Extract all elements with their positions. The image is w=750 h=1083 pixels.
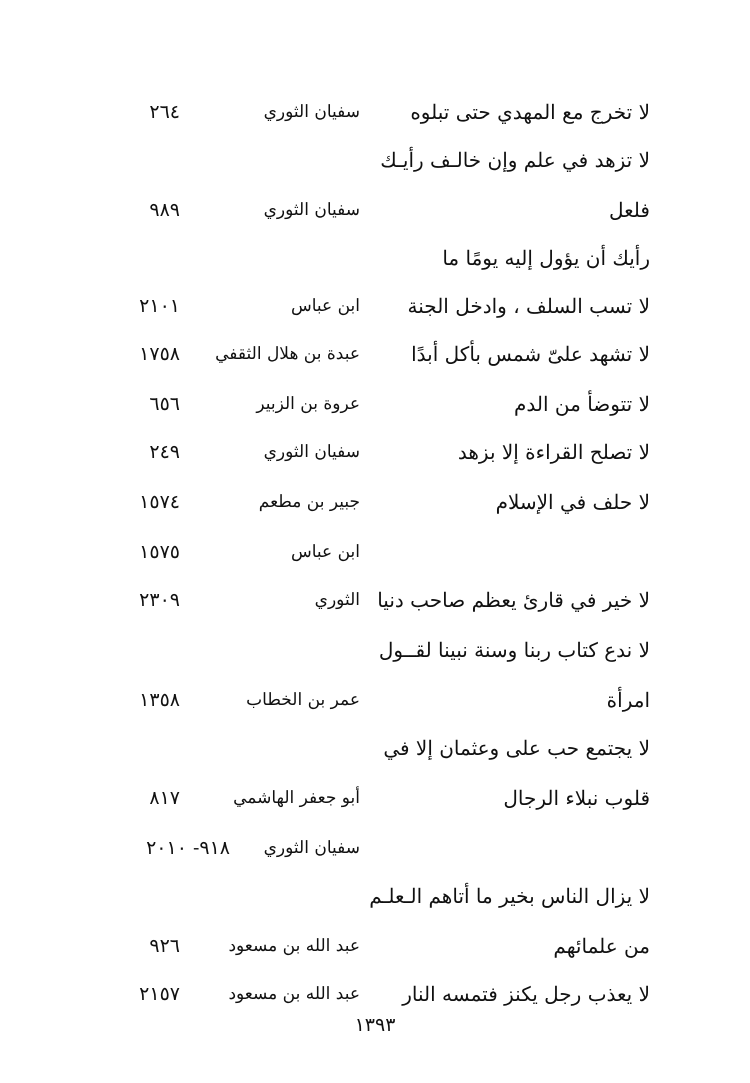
saying-text: لا تزهد في علم وإن خالـف رأيـك bbox=[380, 148, 650, 172]
page-number: ١٣٩٣ bbox=[354, 1014, 396, 1036]
saying-text: امرأة bbox=[606, 688, 650, 712]
index-entry-12 bbox=[0, 630, 750, 670]
entry-number: ٩١٨- ٢٠١٠ bbox=[146, 837, 230, 859]
saying-text: لا يعذب رجل يكنز فتمسه النار bbox=[402, 982, 650, 1006]
index-entry-2 bbox=[0, 140, 750, 180]
index-entry-9 bbox=[0, 482, 750, 522]
entry-number: ٢١٥٧ bbox=[139, 983, 180, 1005]
index-entry-5 bbox=[0, 286, 750, 326]
index-entry-6 bbox=[0, 334, 750, 374]
index-entry-13 bbox=[0, 680, 750, 720]
narrator-name: عروة بن الزبير bbox=[256, 394, 360, 414]
saying-text: لا يزال الناس بخير ما أتاهم الـعلـم bbox=[369, 884, 650, 908]
entry-number: ١٥٧٥ bbox=[139, 541, 180, 563]
index-entry-1 bbox=[0, 92, 750, 132]
saying-text: لا تتوضأ من الدم bbox=[514, 392, 650, 416]
narrator-name: عمر بن الخطاب bbox=[246, 690, 360, 710]
narrator-name: سفيان الثوري bbox=[263, 442, 360, 462]
index-entry-17 bbox=[0, 876, 750, 916]
entry-number: ٨١٧ bbox=[149, 787, 180, 809]
index-entry-3 bbox=[0, 190, 750, 230]
index-entry-11 bbox=[0, 580, 750, 620]
saying-text: رأيك أن يؤول إليه يومًا ما bbox=[442, 246, 650, 270]
entry-number: ٩٢٦ bbox=[149, 935, 180, 957]
index-entry-15 bbox=[0, 778, 750, 818]
entry-number: ١٧٥٨ bbox=[139, 343, 180, 365]
entry-number: ٢١٠١ bbox=[139, 295, 180, 317]
entry-number: ٢٦٤ bbox=[149, 101, 180, 123]
saying-text: فلعل bbox=[609, 198, 650, 222]
narrator-name: عبد الله بن مسعود bbox=[228, 984, 360, 1004]
narrator-name: عبدة بن هلال الثقفي bbox=[215, 344, 360, 364]
saying-text: لا ندع كتاب ربنا وسنة نبينا لقــول bbox=[378, 638, 650, 662]
entry-number: ٩٨٩ bbox=[149, 199, 180, 221]
narrator-name: عبد الله بن مسعود bbox=[228, 936, 360, 956]
saying-text: لا حلف في الإسلام bbox=[495, 490, 650, 514]
entry-number: ١٥٧٤ bbox=[139, 491, 180, 513]
saying-text: لا تصلح القراءة إلا بزهد bbox=[457, 440, 650, 464]
saying-text: قلوب نبلاء الرجال bbox=[503, 786, 650, 810]
index-entry-16 bbox=[0, 828, 750, 868]
narrator-name: سفيان الثوري bbox=[263, 102, 360, 122]
index-entry-7 bbox=[0, 384, 750, 424]
narrator-name: سفيان الثوري bbox=[263, 838, 360, 858]
saying-text: لا يجتمع حب على وعثمان إلا في bbox=[383, 736, 650, 760]
index-entry-10 bbox=[0, 532, 750, 572]
narrator-name: أبو جعفر الهاشمي bbox=[233, 788, 360, 808]
entry-number: ٢٤٩ bbox=[149, 441, 180, 463]
entry-number: ٦٥٦ bbox=[149, 393, 180, 415]
saying-text: لا تشهد علىّ شمس بأكل أبدًا bbox=[411, 342, 650, 366]
index-entry-18 bbox=[0, 926, 750, 966]
index-entry-19 bbox=[0, 974, 750, 1014]
saying-text: لا تسب السلف ، وادخل الجنة bbox=[407, 294, 650, 318]
entry-number: ١٣٥٨ bbox=[139, 689, 180, 711]
narrator-name: الثوري bbox=[314, 590, 360, 610]
narrator-name: ابن عباس bbox=[290, 296, 360, 316]
narrator-name: سفيان الثوري bbox=[263, 200, 360, 220]
index-entry-8 bbox=[0, 432, 750, 472]
narrator-name: ابن عباس bbox=[290, 542, 360, 562]
index-entry-4 bbox=[0, 238, 750, 278]
saying-text: من علمائهم bbox=[553, 934, 650, 958]
entry-number: ٢٣٠٩ bbox=[139, 589, 180, 611]
saying-text: لا تخرج مع المهدي حتى تبلوه bbox=[410, 100, 650, 124]
index-entry-14 bbox=[0, 728, 750, 768]
saying-text: لا خير في قارئ يعظم صاحب دنيا bbox=[377, 588, 650, 612]
narrator-name: جبير بن مطعم bbox=[258, 492, 360, 512]
